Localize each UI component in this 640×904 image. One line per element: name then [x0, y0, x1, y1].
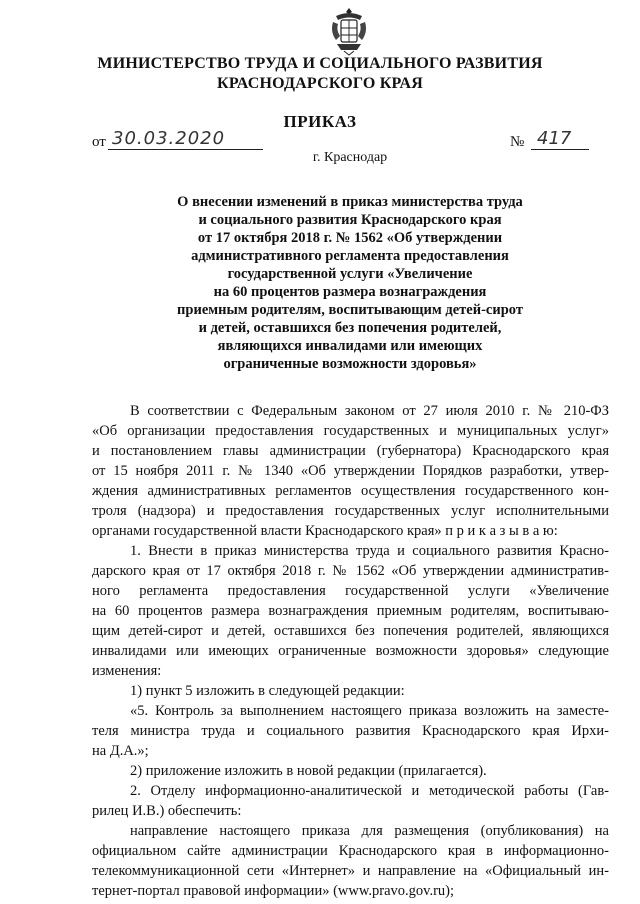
heading-line: ограниченные возможности здоровья»: [223, 356, 477, 372]
body-line: органами государственной власти Краснодарского края» п р и к а з ы в а ю:: [92, 523, 558, 539]
body-line: изменения:: [92, 663, 162, 679]
heading-line: и социального развития Краснодарского края: [198, 212, 502, 228]
heading-line: государственной услуги «Увеличение: [227, 266, 473, 282]
body-line: 1) пункт 5 изложить в следующей редакции:: [130, 683, 405, 699]
order-title: ПРИКАЗ: [283, 112, 357, 131]
body-line: щим детей-сирот и детей, оставшихся без попечения родителей, являющихся: [92, 623, 609, 639]
coat-of-arms-emblem: [328, 6, 370, 56]
date-label: от: [92, 134, 106, 150]
body-line: на 60 процентов размера вознаграждения приемным родителям, воспитываю-: [92, 603, 609, 619]
order-body: [92, 401, 609, 901]
body-line: троля (надзора) и предоставления государственных услуг исполнительными: [92, 503, 609, 519]
body-line: от 15 ноября 2011 г. № 1340 «Об утверждении Порядков разработки, утвер-: [92, 463, 609, 479]
body-line: направление настоящего приказа для размещения (опубликования) на: [130, 823, 609, 839]
body-line: 2) приложение изложить в новой редакции (прилагается).: [130, 763, 487, 779]
body-line: телекоммуникационной сети «Интернет» и направление на «Официальный ин-: [92, 863, 609, 879]
body-line: ждения административных регламентов осуществления государственного кон-: [92, 483, 609, 499]
heading-line: являющихся инвалидами или имеющих: [217, 338, 483, 354]
body-line: 1. Внести в приказ министерства труда и социального развития Красно-: [130, 543, 609, 559]
body-line: 2. Отделу информационно-аналитической и методической работы (Гав-: [130, 783, 609, 799]
body-line: ного регламента предоставления государственной услуги «Увеличение: [92, 583, 609, 599]
body-line: официальном сайте администрации Краснодарского края в информационно-: [92, 843, 609, 859]
body-line: инвалидами или имеющих ограниченные возможности здоровья» следующие: [92, 643, 609, 659]
number-label: №: [510, 134, 525, 150]
heading-line: приемным родителям, воспитывающим детей-сирот: [177, 302, 523, 318]
order-number: 417: [537, 128, 572, 149]
ministry-name-line1: МИНИСТЕРСТВО ТРУДА И СОЦИАЛЬНОГО РАЗВИТИЯ: [97, 55, 543, 72]
ministry-name-line2: КРАСНОДАРСКОГО КРАЯ: [217, 75, 423, 92]
heading-line: на 60 процентов размера вознаграждения: [213, 284, 487, 300]
body-line: «Об организации предоставления государственных и муниципальных услуг»: [92, 423, 609, 439]
city: г. Краснодар: [312, 150, 388, 165]
heading-line: О внесении изменений в приказ министерства труда: [177, 194, 523, 210]
body-line: на Д.А.»;: [92, 743, 149, 759]
body-line: и постановлением главы администрации (губернатора) Краснодарского края: [92, 443, 609, 459]
body-line: теля министра труда и социального развития Краснодарского края Ирхи-: [92, 723, 609, 739]
heading-line: административного регламента предоставления: [191, 248, 509, 264]
heading-line: и детей, оставшихся без попечения родителей,: [198, 320, 502, 336]
body-line: тернет-портал правовой информации» (www.pravo.gov.ru);: [92, 883, 455, 899]
heading-line: от 17 октября 2018 г. № 1562 «Об утверждении: [197, 230, 503, 246]
order-date: 30.03.2020: [112, 128, 226, 149]
order-heading: [0, 193, 640, 373]
body-line: В соответствии с Федеральным законом от 27 июля 2010 г. № 210-ФЗ: [130, 403, 609, 419]
body-line: рилец И.В.) обеспечить:: [92, 803, 242, 819]
body-line: «5. Контроль за выполнением настоящего приказа возложить на заместе-: [130, 703, 609, 719]
ministry-name: [0, 54, 640, 94]
body-line: дарского края от 17 октября 2018 г. № 1562 «Об утверждении административ-: [92, 563, 609, 579]
